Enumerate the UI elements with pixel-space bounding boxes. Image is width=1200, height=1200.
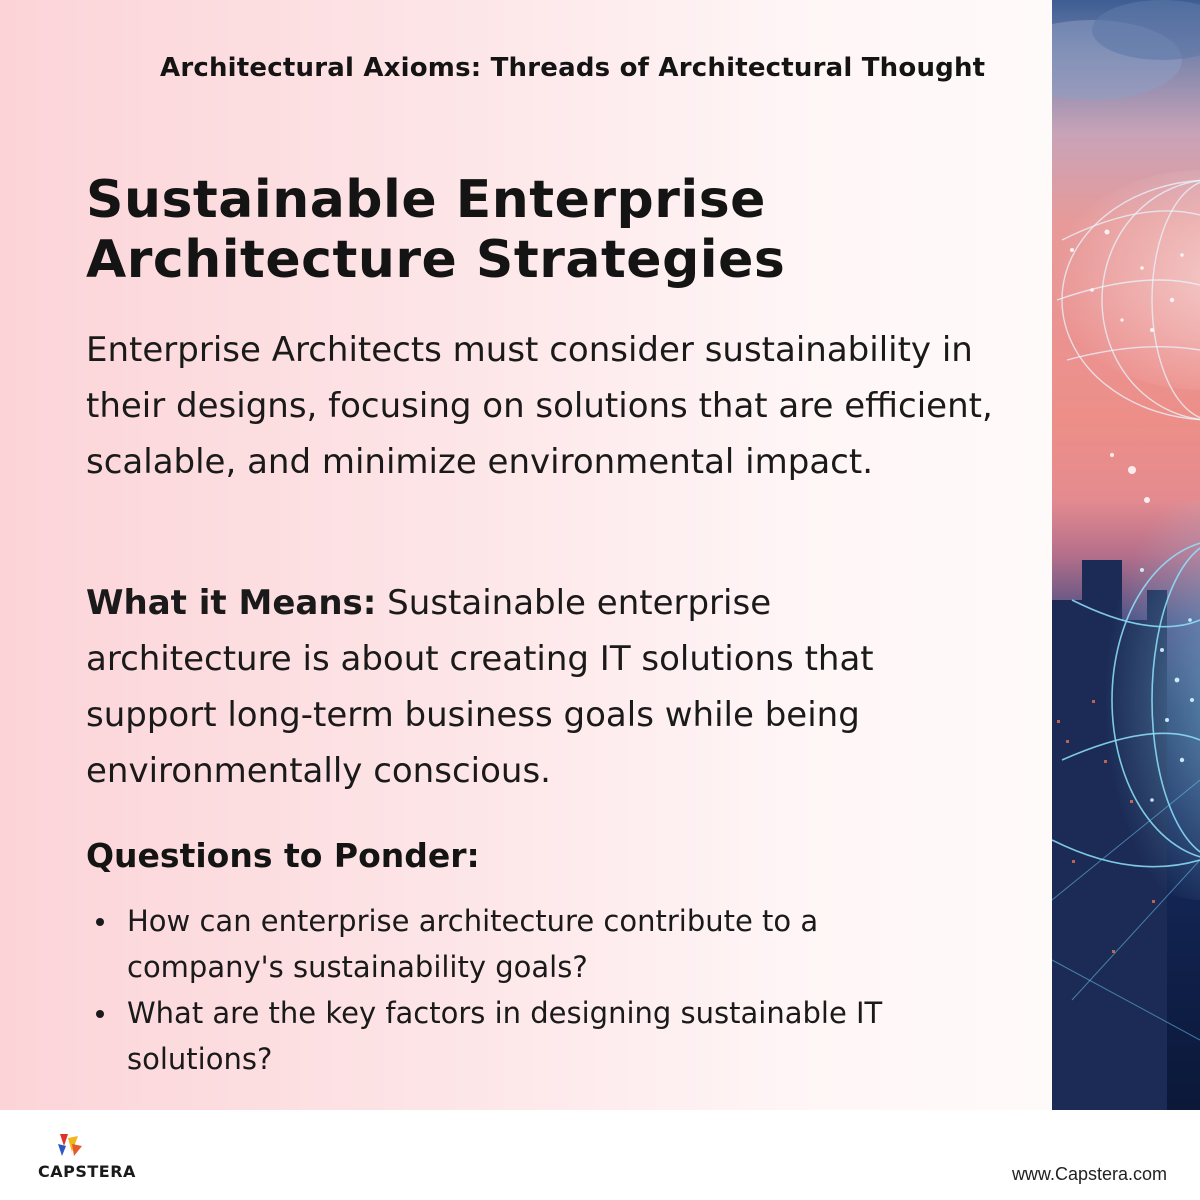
bullet-icon [96, 918, 104, 926]
capstera-logo-mark-icon [56, 1132, 86, 1158]
website-url: www.Capstera.com [1011, 1164, 1167, 1184]
logo-text: CAPSTERA [38, 1162, 136, 1181]
intro-paragraph: Enterprise Architects must consider sustainability in their designs, focusing on solutions that are efficient, scalable, and minimize environmental impact. [86, 330, 993, 482]
questions-heading: Questions to Ponder: [86, 836, 480, 875]
question-text: How can enterprise architecture contribute to a company's sustainability goals? [127, 904, 819, 984]
meaning-label: What it Means: [86, 583, 377, 623]
meaning-paragraph [86, 575, 886, 799]
series-title: Architectural Axioms: Threads of Architectural Thought [160, 53, 986, 83]
network-globe-illustration [1052, 0, 1200, 1110]
hero-image [1052, 0, 1200, 1110]
page-title: Sustainable Enterprise Architecture Strategies [86, 170, 786, 290]
questions-list [86, 898, 916, 1082]
footer [0, 1110, 1200, 1200]
list-item [86, 898, 916, 990]
capstera-logo [38, 1132, 138, 1188]
bullet-icon [96, 1010, 104, 1018]
question-text: What are the key factors in designing sustainable IT solutions? [127, 996, 883, 1076]
list-item [86, 990, 916, 1082]
meaning-text: Sustainable enterprise architecture is about creating IT solutions that support long-term business goals while being environmentally conscious. [86, 583, 874, 791]
